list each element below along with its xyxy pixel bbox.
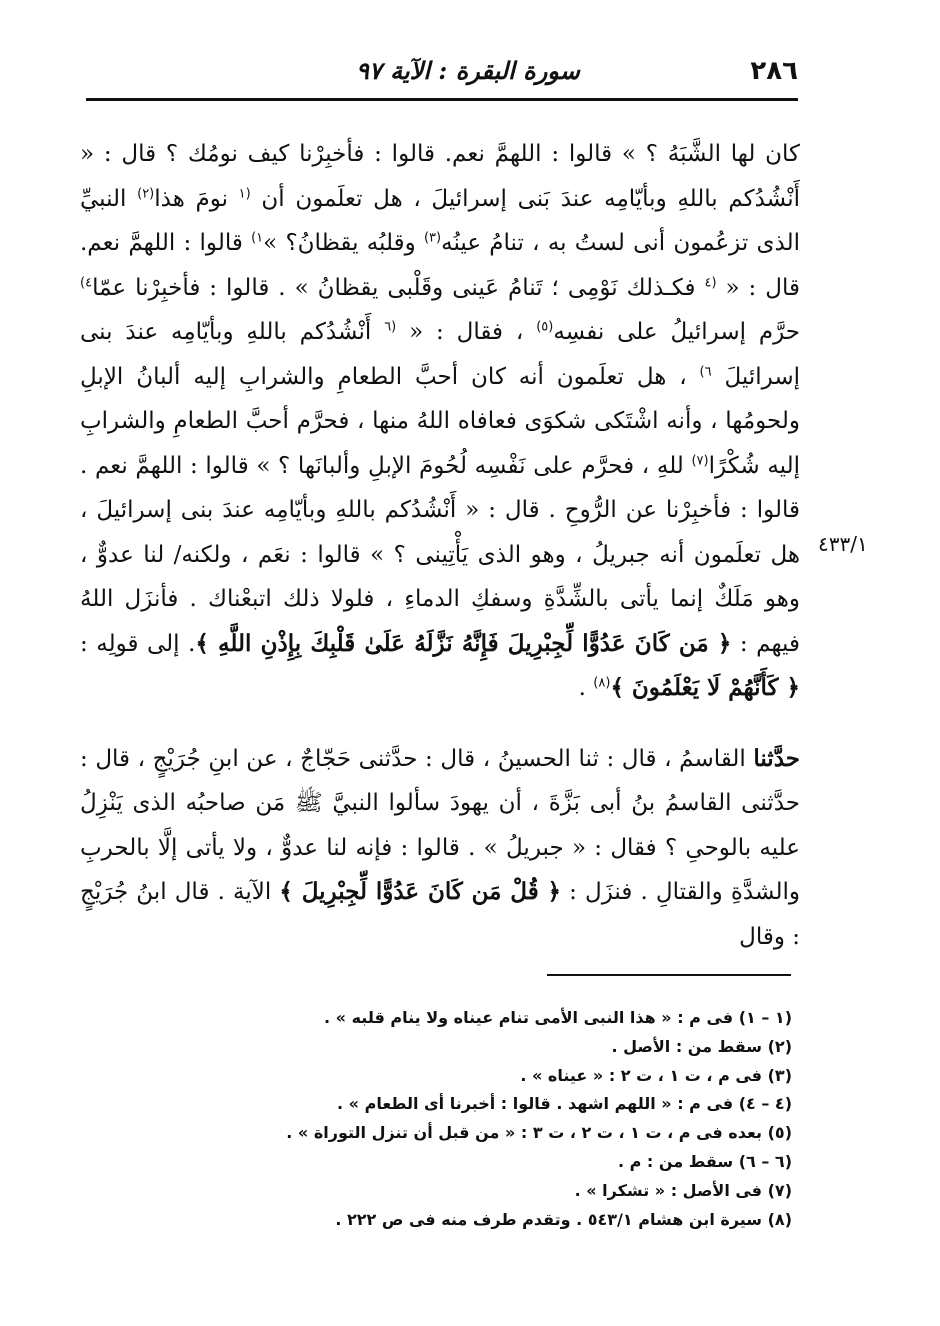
running-title: سورة البقرة : الآية ٩٧: [356, 56, 580, 85]
footnotes-list: [286, 1004, 792, 1234]
footnote-marker: (٥): [536, 319, 554, 335]
text-segment: نومَ هذا: [154, 185, 239, 212]
text-segment: .: [578, 675, 594, 701]
text-segment: ، هل تعلَمون أنه كان أحبَّ الطعامِ والشرابِ إليه ألبانُ الإبلِ ولحومُها ، وأنه اشْتَكى شكوَى فعافاه اللهُ منها ، فحرَّم أحبَّ الطعامِ والشرابِ إليه شُكْرًا: [80, 363, 800, 479]
text-segment: ، فقال : «: [396, 319, 537, 345]
footnote: (١ – ١) فى م : « هذا النبى الأمى تنام عيناه ولا ينام قلبه » .: [324, 1008, 792, 1027]
footnote-marker: (٦: [384, 319, 397, 335]
footnote: (٧) فى الأصل : « تشكرا » .: [574, 1180, 792, 1200]
text-segment: كان لها الشَّبَهُ ؟ » قالوا : اللهمَّ نعم. قالوا : فأخبِرْنا كيف نومُك ؟ قال : « أَنْشُدُكم باللهِ وبأيّامِه عندَ بَنى إسرائيلَ ، هل تعلَمون أن: [80, 141, 800, 212]
footnote: (٨) سيرة ابن هشام ٥٤٣/١ . وتقدم طرف منه فى ص ٢٢٢ .: [335, 1209, 792, 1229]
text-segment: الآية . قال ابنُ جُرَيْجٍ : وقال: [80, 879, 800, 950]
footnote-marker: (٣): [423, 230, 442, 246]
footnote: (٤ – ٤) فى م : « اللهم اشهد . قالوا : أخبرنا أى الطعام » .: [337, 1094, 792, 1114]
footnote: (٦ – ٦) سقط من : م .: [617, 1151, 792, 1171]
quran-verse: ﴿ كَأَنَّهُمْ لَا يَعْلَمُونَ ﴾: [610, 674, 800, 701]
margin-reference: ٤٣٣/١: [818, 532, 868, 556]
page-number: ٢٨٦: [750, 56, 798, 86]
footnote: (٢) سقط من : الأصل .: [611, 1036, 792, 1056]
paragraph-2: [80, 737, 800, 960]
footnote-marker: ٤): [80, 274, 93, 290]
main-text: [80, 132, 800, 959]
text-segment: القاسمُ ، قال : ثنا الحسينُ ، قال : حدَّثنى حَجّاجٌ ، عن ابنِ جُرَيْجٍ ، قال : حدَّثنى القاسمُ بنُ أبى بَزَّةَ ، أن يهودَ سألوا النبيَّ ﷺ مَن صاحبُه الذى يَنْزِلُ عليه بالوحىِ ؟ فقال : « جبريلُ » . قالوا : فإنه لنا عدوٌّ ، ولا يأتى إلَّا بالحربِ والشدَّةِ والقتالِ . فنزَل :: [80, 745, 800, 905]
text-segment: . إلى قولِه :: [80, 630, 196, 657]
header-rule: [86, 98, 798, 101]
quran-verse: ﴿ قُلْ مَن كَانَ عَدُوًّا لِّجِبْرِيلَ ﴾: [279, 878, 561, 905]
footnote-marker: (١: [238, 185, 251, 201]
footnote-separator: [547, 974, 791, 976]
quran-verse: ﴿ مَن كَانَ عَدُوًّا لِّجِبْرِيلَ فَإِنَّهُ نَزَّلَهُ عَلَىٰ قَلْبِكَ بِإِذْنِ اللَّهِ ﴾: [195, 629, 732, 657]
footnote-marker: ٦): [699, 363, 712, 379]
footnote: (٥) بعده فى م ، ت ١ ، ت ٢ ، ت ٣ : « من قبل أن تنزل التوراة » .: [286, 1123, 792, 1143]
footnote-marker: ١): [251, 230, 264, 246]
page-header: [86, 52, 798, 96]
text-segment: أَنْشُدُكم باللهِ وبأيّامِه عندَ بنى إسرائيلَ: [80, 319, 800, 390]
text-segment: وقلبُه يقظانُ؟ »: [263, 230, 424, 256]
footnote-marker: (٤: [704, 274, 717, 290]
footnote-marker: (٧): [691, 452, 709, 468]
footnote-marker: (٨): [593, 675, 611, 691]
text-segment: للهِ ، فحرَّم على نَفْسِه لُحُومَ الإبلِ وألبانَها ؟ » قالوا : اللهمَّ نعم . قالوا : فأخبِرْنا عن الرُّوحِ . قال : « أَنْشُدُكم باللهِ وبأيّامِه عندَ بنى إسرائيلَ ، هل تعلَمون أنه جبريلُ ، وهو الذى يَأْتِينى ؟ » قالوا : نعَم ، ولكنه/ لنا عدوٌّ ، وهو مَلَكٌ إنما يأتى بالشِّدَّةِ وسفكِ الدماءِ ، فلولا ذلك اتبعْناك . فأنزَل اللهُ فيهم :: [80, 452, 800, 657]
paragraph-opening-word: حدَّثنا: [753, 744, 800, 772]
text-segment: قالوا : اللهمَّ نعم. قال : «: [80, 230, 800, 301]
text-segment: حرَّم إسرائيلُ على نفسِه: [553, 319, 800, 345]
text-segment: النبيِّ الذى تزعُمون أنى لستُ به ، تنامُ عينُه: [80, 185, 800, 256]
text-segment: فكـذلك نَوْمِى ؛ تَنامُ عَينى وقَلْبى يقظانُ » . قالوا : فأخبِرْنا عمّا: [92, 274, 705, 301]
footnote-marker: (٢): [137, 185, 155, 201]
footnote: (٣) فى م ، ت ١ ، ت ٢ : « عيناه » .: [520, 1065, 792, 1085]
paragraph-1: [80, 132, 800, 711]
